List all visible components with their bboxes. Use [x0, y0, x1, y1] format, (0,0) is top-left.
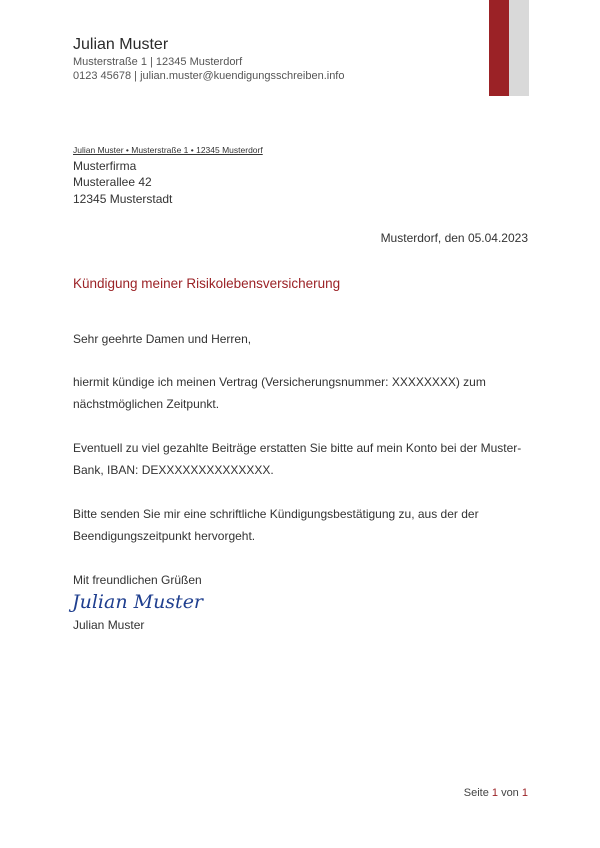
return-address-line: Julian Muster • Musterstraße 1 • 12345 Musterdorf [73, 145, 263, 155]
letter-date: Musterdorf, den 05.04.2023 [380, 231, 528, 245]
page-footer [464, 787, 528, 799]
body-paragraph-2: Eventuell zu viel gezahlte Beiträge erstatten Sie bitte auf mein Konto bei der Muster-Bank, IBAN: DEXXXXXXXXXXXXXX. [73, 441, 522, 477]
closing: Mit freundlichen Grüßen [73, 573, 202, 587]
handwritten-signature: Julian Muster [72, 591, 204, 613]
accent-bar-red [489, 0, 509, 96]
sender-contact: 0123 45678 | julian.muster@kuendigungsschreiben.info [73, 70, 345, 82]
total-pages: 1 [521, 787, 528, 799]
recipient-company: Musterfirma [73, 159, 137, 173]
accent-bar-grey [509, 0, 529, 96]
of-label: von [501, 787, 519, 799]
current-page: 1 [491, 787, 498, 799]
recipient-street: Musterallee 42 [73, 175, 152, 189]
letter-subject: Kündigung meiner Risikolebensversicherung [73, 276, 341, 291]
body-paragraph-1: hiermit kündige ich meinen Vertrag (Versicherungsnummer: XXXXXXXX) zum nächstmöglichen Zeitpunkt. [73, 375, 486, 411]
page-label: Seite [463, 787, 489, 799]
sender-name: Julian Muster [73, 36, 169, 53]
signature-printed-name: Julian Muster [73, 618, 145, 632]
salutation: Sehr geehrte Damen und Herren, [73, 332, 252, 346]
sender-address: Musterstraße 1 | 12345 Musterdorf [73, 56, 243, 68]
recipient-city: 12345 Musterstadt [73, 192, 173, 206]
body-paragraph-3: Bitte senden Sie mir eine schriftliche Kündigungsbestätigung zu, aus der der Beendigungszeitpunkt hervorgeht. [73, 507, 479, 543]
